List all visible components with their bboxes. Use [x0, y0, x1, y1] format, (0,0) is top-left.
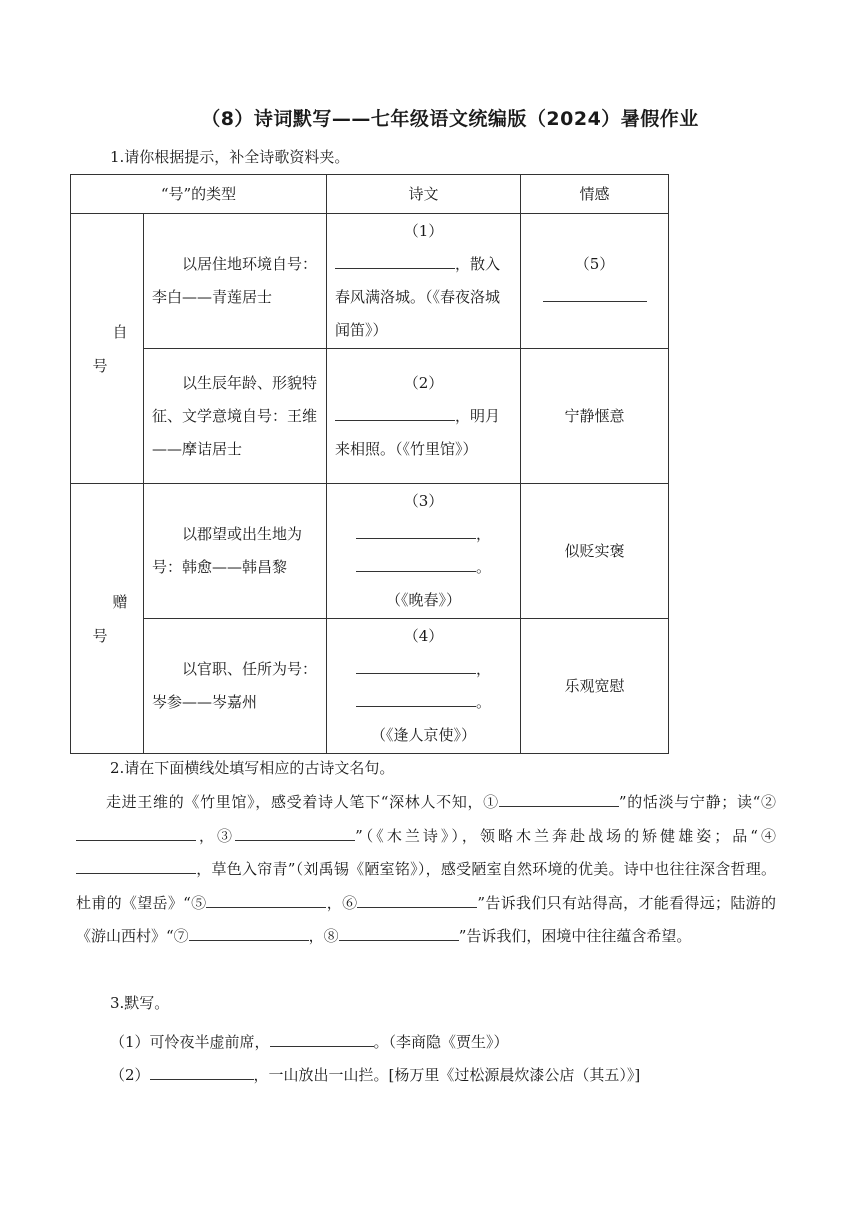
- emotion-cell: 乐观宽慰: [521, 619, 669, 754]
- question-3-line-2: （2） ，一山放出一山拦。[杨万里《过松源晨炊漆公店（其五）》]: [110, 1061, 640, 1085]
- blank-3a[interactable]: [356, 520, 476, 539]
- table-row: [71, 484, 669, 619]
- group-self-name: 自 号: [71, 214, 144, 484]
- page-title: （8）诗词默写——七年级语文统编版（2024）暑假作业: [201, 108, 699, 130]
- blank-3b[interactable]: [356, 553, 476, 572]
- type-cell: 以官职、任所为号：岑参——岑嘉州: [144, 619, 327, 754]
- poem-cell: （4） ， 。 （《逢人京使》）: [327, 619, 521, 754]
- question-3-prompt: 3.默写。: [110, 994, 170, 1012]
- poem-cell: （1） ，散入春风满洛城。（《春夜洛城闻笛》）: [327, 214, 521, 349]
- table-row: [71, 619, 669, 754]
- poem-info-table: [70, 174, 669, 754]
- question-2-paragraph: 走进王维的《竹里馆》，感受着诗人笔下“深林人不知，① ”的恬淡与宁静；读“②，③ ”（《木兰诗》），领略木兰奔赴战场的矫健雄姿；品“④，草色入帘青”（刘禹锡《陋室铭》），感受陋室自然环境的优美。诗中也往往深含哲理。杜甫的《望岳》“⑤ ，⑥ ”告诉我们只有站得高，才能看得远；陆游的《游山西村》“⑦ ，⑧ ”告诉我们，困境中往往蕴含希望。: [76, 786, 776, 954]
- blank-q2-8[interactable]: [339, 922, 459, 941]
- group-gift-name: 赠 号: [71, 484, 144, 754]
- blank-q2-7[interactable]: [189, 922, 309, 941]
- poem-cell: （2） ，明月来相照。（《竹里馆》）: [327, 349, 521, 484]
- table-row: [71, 214, 669, 349]
- type-cell: 以生辰年龄、形貌特征、文学意境自号：王维——摩诘居士: [144, 349, 327, 484]
- question-2-prompt: 2.请在下面横线处填写相应的古诗文名句。: [110, 759, 395, 777]
- blank-5[interactable]: [543, 283, 647, 302]
- blank-q2-3[interactable]: [235, 822, 355, 841]
- poem-cell: （3） ， 。 （《晚春》）: [327, 484, 521, 619]
- blank-q2-1[interactable]: [499, 788, 619, 807]
- emotion-cell: 似贬实褒: [521, 484, 669, 619]
- blank-1[interactable]: [335, 250, 455, 269]
- header-type: “号”的类型: [71, 175, 327, 214]
- question-1-prompt: 1.请你根据提示，补全诗歌资料夹。: [110, 148, 350, 166]
- blank-2[interactable]: [335, 402, 455, 421]
- question-3-line-1: （1）可怜夜半虚前席， 。（李商隐《贾生》）: [110, 1028, 509, 1052]
- table-row: [71, 349, 669, 484]
- table-header-row: [71, 175, 669, 214]
- blank-q2-2[interactable]: [76, 822, 196, 841]
- blank-q2-6[interactable]: [357, 889, 477, 908]
- header-emotion: 情感: [521, 175, 669, 214]
- blank-q2-5[interactable]: [206, 889, 326, 908]
- emotion-cell: 宁静惬意: [521, 349, 669, 484]
- blank-q3-1[interactable]: [270, 1028, 374, 1047]
- blank-4b[interactable]: [356, 688, 476, 707]
- header-poem: 诗文: [327, 175, 521, 214]
- blank-4a[interactable]: [356, 655, 476, 674]
- emotion-cell: （5）: [521, 214, 669, 349]
- type-cell: 以居住地环境自号：李白——青莲居士: [144, 214, 327, 349]
- blank-q2-4[interactable]: [76, 855, 196, 874]
- type-cell: 以郡望或出生地为号：韩愈——韩昌黎: [144, 484, 327, 619]
- blank-q3-2[interactable]: [150, 1061, 254, 1080]
